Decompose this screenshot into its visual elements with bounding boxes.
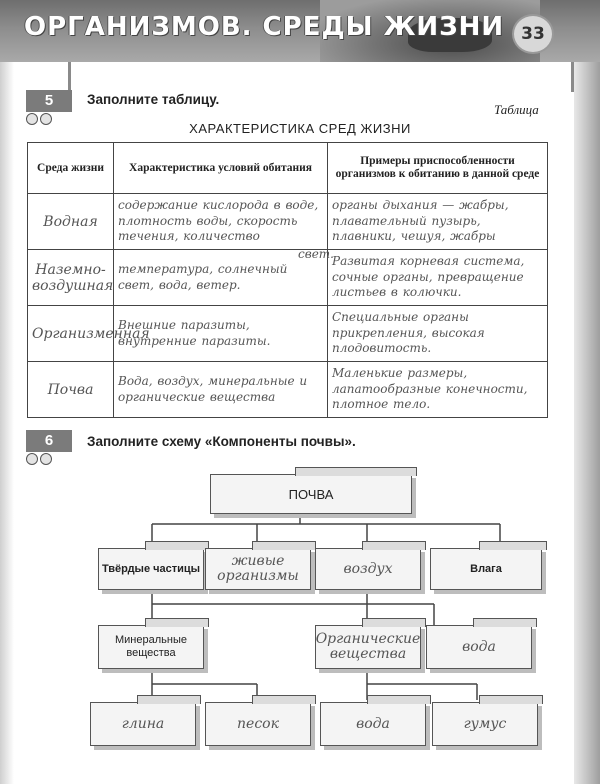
schema-level3-box[interactable] (205, 702, 311, 746)
schema-label: живые организмы (217, 553, 299, 584)
schema-level3-box[interactable] (320, 702, 426, 746)
schema-level2-box (98, 625, 204, 669)
examples-cell[interactable]: Специальные органы прикрепления, высокая плодовитость. (328, 306, 548, 362)
env-cell[interactable]: Наземно-воздушная (28, 250, 114, 306)
schema-label: Влага (470, 562, 502, 575)
task-6-number: 6 (26, 430, 72, 452)
conditions-cell[interactable]: Вода, воздух, минеральные и органические вещества (114, 362, 328, 418)
schema-root-box (210, 474, 412, 514)
schema-level2-box[interactable] (426, 625, 532, 669)
column-header: Примеры приспособленности организмов к обитанию в данной среде (328, 143, 548, 194)
table-label: Таблица (494, 102, 539, 117)
chapter-title: ОРГАНИЗМОВ. СРЕДЫ ЖИЗНИ (24, 12, 505, 42)
task-5-instruction: Заполните таблицу. (87, 92, 220, 107)
schema-label: Твёрдые частицы (101, 562, 201, 575)
schema-level1-box (98, 548, 204, 590)
examples-cell[interactable]: Маленькие размеры, лапатообразные конечности, плотное тело. (328, 362, 548, 418)
schema-label: вода (356, 715, 390, 732)
schema-level2-box[interactable] (315, 625, 421, 669)
schema-label: Органические вещества (315, 631, 421, 662)
schema-root-label: ПОЧВА (288, 486, 334, 502)
handwritten-note: свет. (298, 247, 334, 261)
column-header: Среда жизни (28, 143, 114, 194)
schema-level3-box[interactable] (90, 702, 196, 746)
schema-level1-box (430, 548, 542, 590)
env-cell[interactable]: Организменная (28, 306, 114, 362)
column-header: Характеристика условий обитания (114, 143, 328, 194)
schema-label: Минеральные вещества (115, 634, 187, 659)
schema-level3-box[interactable] (432, 702, 538, 746)
schema-level1-box[interactable] (205, 548, 311, 590)
schema-label: воздух (343, 560, 393, 577)
task-5-number: 5 (26, 90, 72, 112)
conditions-cell[interactable]: Внешние паразиты, внутренние паразиты. (114, 306, 328, 362)
schema-label: песок (237, 715, 279, 732)
task-6-instruction: Заполните схему «Компоненты почвы». (87, 434, 356, 449)
env-cell[interactable]: Почва (28, 362, 114, 418)
schema-label: вода (462, 638, 496, 655)
schema-level1-box[interactable] (315, 548, 421, 590)
table-title: ХАРАКТЕРИСТИКА СРЕД ЖИЗНИ (189, 121, 411, 136)
examples-cell[interactable]: органы дыхания — жабры, плавательный пузырь, плавники, чешуя, жабры (328, 194, 548, 250)
page-number: 33 (512, 14, 554, 54)
schema-label: гумус (463, 715, 507, 732)
conditions-cell[interactable]: содержание кислорода в воде, плотность воды, скорость течения, количество (114, 194, 328, 250)
schema-label: глина (121, 715, 165, 732)
conditions-cell[interactable]: температура, солнечный свет, вода, ветер. (114, 250, 328, 306)
examples-cell[interactable]: Развитая корневая система, сочные органы, превращение листьев в колючки. (328, 250, 548, 306)
env-cell[interactable]: Водная (28, 194, 114, 250)
